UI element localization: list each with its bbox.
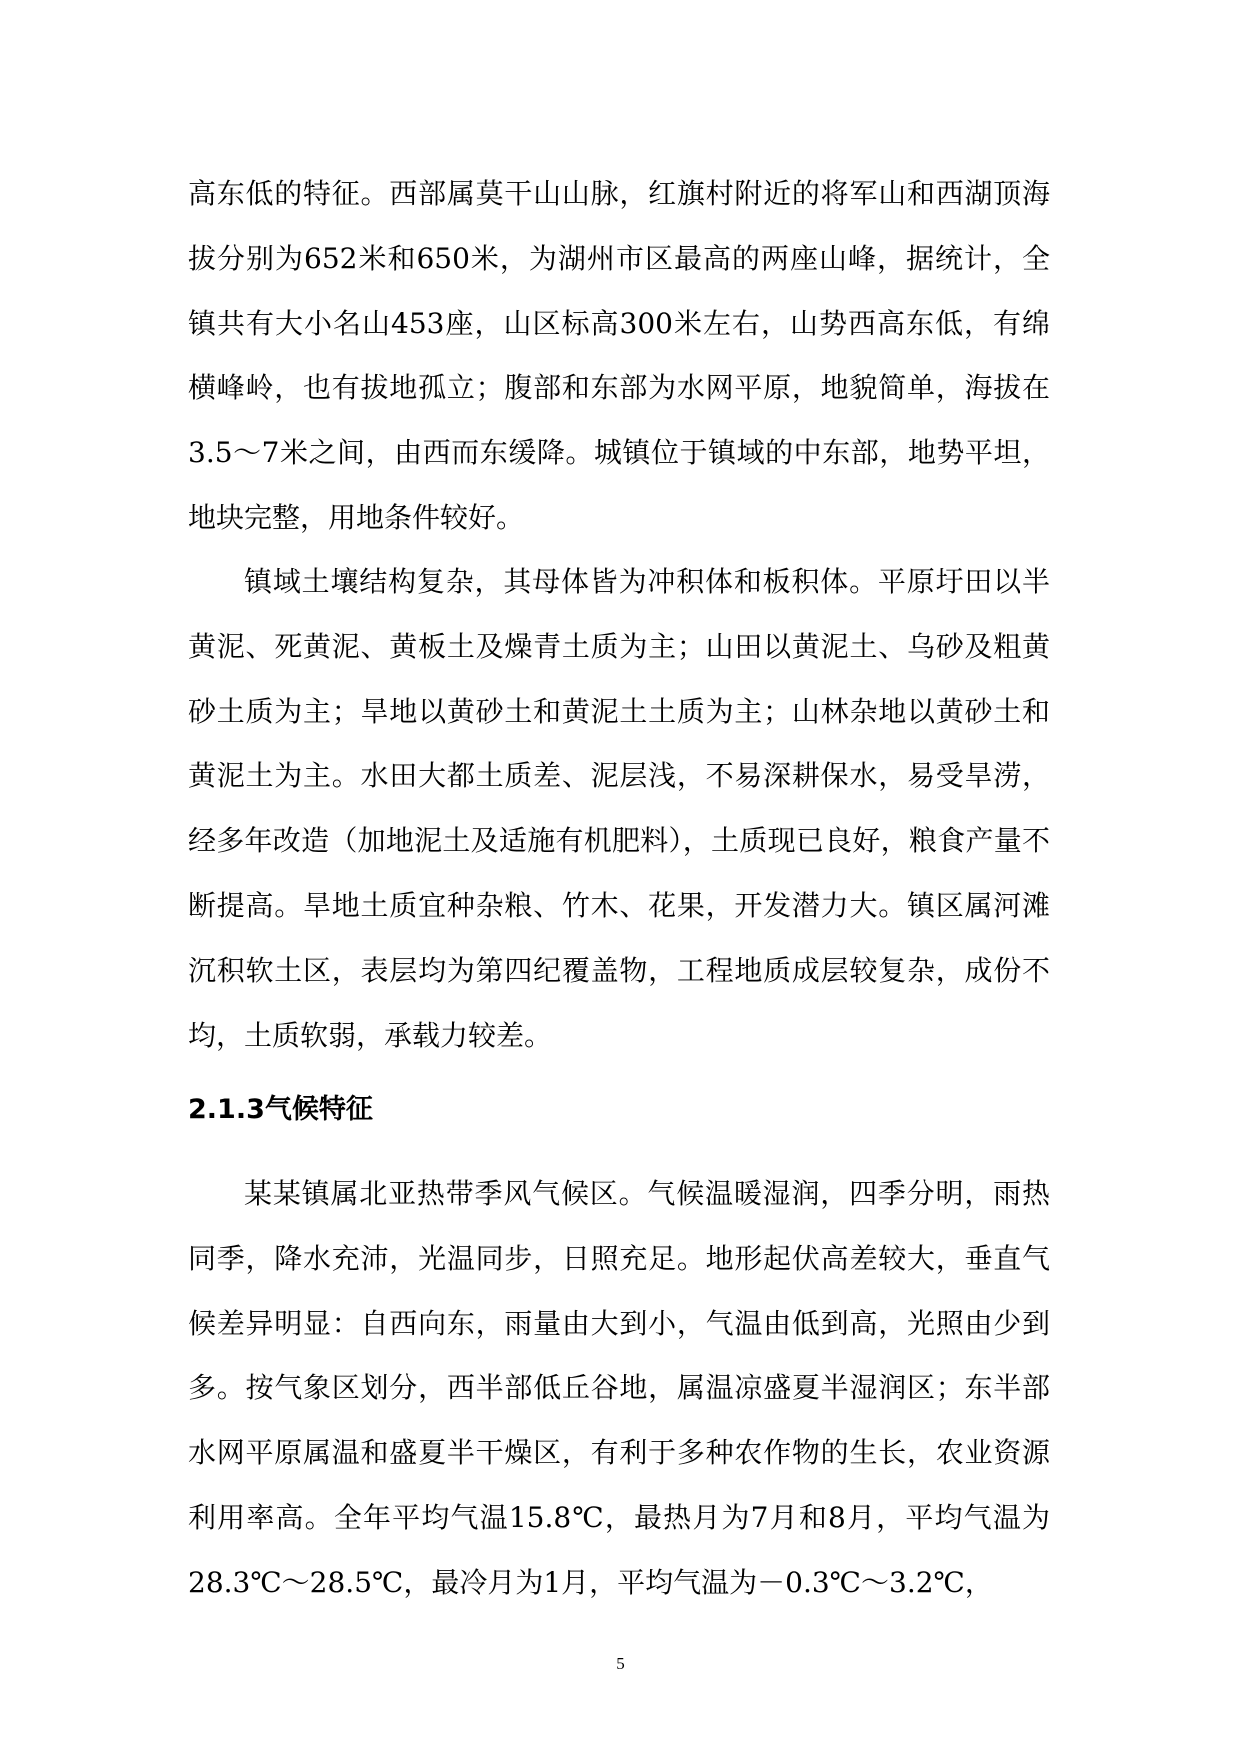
paragraph-soil: 镇域土壤结构复杂，其母体皆为冲积体和板积体。平原圩田以半黄泥、死黄泥、黄板土及燥青土质为主；山田以黄泥土、乌砂及粗黄砂土质为主；旱地以黄砂土和黄泥土土质为主；山林杂地以黄砂土和黄泥土为主。水田大都土质差、泥层浅，不易深耕保水，易受旱涝，经多年改造（加地泥土及适施有机肥料），土质现已良好，粮食产量不断提高。旱地土质宜种杂粮、竹木、花果，开发潜力大。镇区属河滩沉积软土区，表层均为第四纪覆盖物，工程地质成层较复杂，成份不均，土质软弱，承载力较差。: [188, 565, 1050, 1052]
section-heading: 2.1.3气候特征: [188, 1094, 373, 1125]
paragraph-terrain: 高东低的特征。西部属莫干山山脉，红旗村附近的将军山和西湖顶海拔分别为652米和650米，为湖州市区最高的两座山峰，据统计，全镇共有大小名山453座，山区标高300米左右，山势西高东低，有绵横峰岭，也有拔地孤立；腹部和东部为水网平原，地貌简单，海拔在3.5～7米之间，由西而东缓降。城镇位于镇域的中东部，地势平坦，地块完整，用地条件较好。: [188, 177, 1050, 534]
paragraph-climate: 某某镇属北亚热带季风气候区。气候温暖湿润，四季分明，雨热同季，降水充沛，光温同步，日照充足。地形起伏高差较大，垂直气候差异明显：自西向东，雨量由大到小，气温由低到高，光照由少到多。按气象区划分，西半部低丘谷地，属温凉盛夏半湿润区；东半部水网平原属温和盛夏半干燥区，有利于多种农作物的生长，农业资源利用率高。全年平均气温15.8℃，最热月为7月和8月，平均气温为28.3℃～28.5℃，最冷月为1月，平均气温为－0.3℃～3.2℃，: [188, 1177, 1050, 1599]
page-number: 5: [616, 1654, 625, 1673]
